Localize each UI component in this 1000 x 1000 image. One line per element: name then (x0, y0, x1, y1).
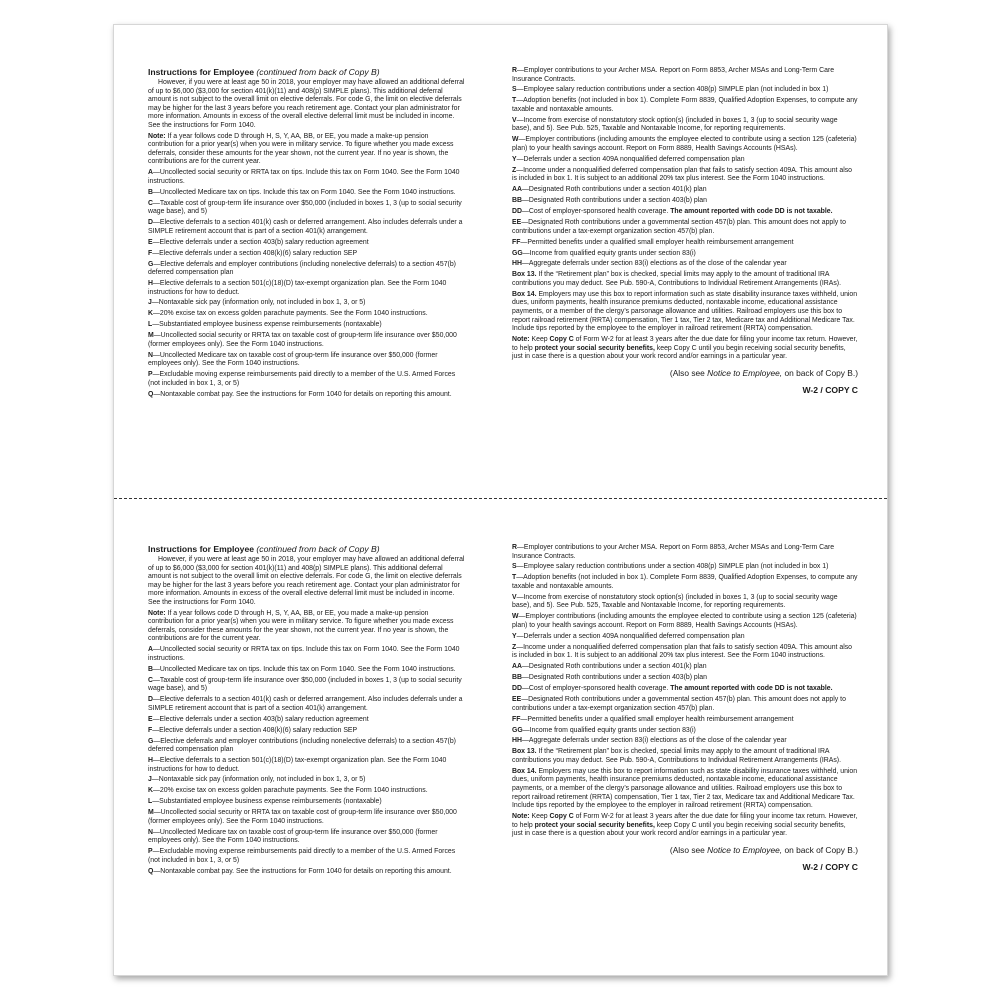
code-letter: Y (512, 155, 517, 163)
code-description: Employee salary reduction contributions under a section 408(p) SIMPLE plan (not included in box 1) (523, 86, 829, 94)
code-letter: S (512, 563, 517, 571)
code-letter: FF (512, 715, 521, 723)
code-item-gg: GG—Income from qualified equity grants under section 83(i) (512, 726, 696, 734)
code-letter: M (148, 809, 154, 817)
code-description: Substantiated employee business expense reimbursements (nontaxable) (159, 798, 382, 806)
code-item-w: W—Employer contributions (including amounts the employee elected to contribute using a section 125 (cafeteria) plan) to your health savings account. Report on Form 8889, Health Savings Accounts (HSAs). (512, 613, 857, 629)
code-letter: J (148, 776, 152, 784)
code-letter: S (512, 86, 517, 94)
code-item-bb: BB—Designated Roth contributions under a section 403(b) plan (512, 197, 707, 205)
code-letter: R (512, 544, 517, 551)
intro-paragraph: However, if you were at least age 50 in 2018, your employer may have allowed an additional deferral of up to $6,000 ($3,000 for section 401(k)(11) and 408(p) SIMPLE plans). This additional deferral amount is not subject to the overall limit on elective deferrals. For code G, the limit on elective deferrals may be higher for the last 3 years before you reach retirement age. Contact your plan administrator for more information. Amounts in excess of the overall elective deferral limit must be included in income. See the instructions for Form 1040. (148, 556, 465, 606)
code-item-q: Q—Nontaxable combat pay. See the instructions for Form 1040 for details on reporting this amount. (148, 867, 452, 875)
code-item-r: R—Employer contributions to your Archer MSA. Report on Form 8853, Archer MSAs and Long-Term Care Insurance Contracts. (512, 544, 835, 560)
code-item-ee: EE—Designated Roth contributions under a governmental section 457(b) plan. This amount does not apply to contributions under a tax-exempt organization section 457(b) plan. (512, 219, 846, 235)
form-copy-label: W-2 / COPY C (802, 861, 858, 872)
code-letter: GG (512, 726, 523, 734)
code-item-c: C—Taxable cost of group-term life insurance over $50,000 (included in boxes 1, 3 (up to social security wage base), and 5) (148, 199, 462, 216)
code-letter: E (148, 238, 153, 246)
code-item-s: S—Employee salary reduction contributions under a section 408(p) SIMPLE plan (not included in box 1) (512, 86, 829, 94)
code-description: Employer contributions (including amounts the employee elected to contribute using a section 125 (cafeteria) plan) to your health savings account. Report on Form 8889, Health Savings Accounts (HSAs). (512, 136, 857, 152)
code-description: Cost of employer-sponsored health coverage. (528, 208, 669, 216)
code-description: Designated Roth contributions under a governmental section 457(b) plan. This amount does not apply to contributions under a tax-exempt organization section 457(b) plan. (512, 696, 846, 712)
code-description: Adoption benefits (not included in box 1). Complete Form 8839, Qualified Adoption Expenses, to compute any taxable and nontaxable amounts. (512, 97, 858, 113)
code-item-d: D—Elective deferrals to a section 401(k) cash or deferred arrangement. Also includes deferrals under a SIMPLE retirement account that is part of a section 401(k) arrangement. (148, 696, 463, 712)
code-description: Elective deferrals under a section 408(k)(6) salary reduction SEP (159, 726, 358, 734)
code-description: Designated Roth contributions under a section 403(b) plan (528, 197, 707, 205)
code-item-h: H—Elective deferrals to a section 501(c)(18)(D) tax-exempt organization plan. See the Form 1040 instructions for how to deduct. (148, 757, 447, 773)
code-letter: B (148, 188, 153, 196)
code-letter: E (148, 715, 153, 723)
code-item-dd: DD—Cost of employer-sponsored health coverage. The amount reported with code DD is not taxable. (512, 208, 833, 216)
copy-c-note: Note: Keep Copy C of Form W-2 for at least 3 years after the due date for filing your income tax return. However, to help protect your social security benefits, keep Copy C until you begin receiving social security benefits, just in case there is a question about your work record and/or earnings in a particular year. (512, 336, 858, 361)
code-letter: HH (512, 260, 522, 268)
code-item-gg: GG—Income from qualified equity grants under section 83(i) (512, 249, 696, 257)
code-letter: G (148, 260, 154, 268)
code-description: Elective deferrals under a section 403(b) salary reduction agreement (159, 715, 369, 723)
code-item-bb: BB—Designated Roth contributions under a section 403(b) plan (512, 674, 707, 682)
code-letter: C (148, 676, 153, 684)
code-item-a: A—Uncollected social security or RRTA tax on tips. Include this tax on Form 1040. See the Form 1040 instructions. (148, 646, 460, 662)
code-item-t: T—Adoption benefits (not included in box 1). Complete Form 8839, Qualified Adoption Expenses, to compute any taxable and nontaxable amounts. (512, 97, 858, 113)
code-letter: D (148, 219, 153, 227)
code-item-hh: HH—Aggregate deferrals under section 83(i) elections as of the close of the calendar year (512, 737, 787, 745)
code-item-ff: FF—Permitted benefits under a qualified small employer health reimbursement arrangement (512, 715, 794, 723)
code-item-l: L—Substantiated employee business expense reimbursements (nontaxable) (148, 798, 382, 806)
code-letter: W (512, 136, 519, 144)
code-item-t: T—Adoption benefits (not included in box 1). Complete Form 8839, Qualified Adoption Expenses, to compute any taxable and nontaxable amounts. (512, 574, 858, 590)
code-description: Elective deferrals under a section 408(k)(6) salary reduction SEP (159, 249, 358, 257)
code-letter: L (148, 321, 153, 329)
code-letter: Z (512, 166, 517, 174)
code-letter: F (148, 726, 153, 734)
code-letter: P (148, 371, 153, 379)
code-description: Deferrals under a section 409A nonqualified deferred compensation plan (523, 155, 745, 163)
intro-paragraph: However, if you were at least age 50 in 2018, your employer may have allowed an additional deferral of up to $6,000 ($3,000 for section 401(k)(11) and 408(p) SIMPLE plans). This additional deferral amount is not subject to the overall limit on elective deferrals. For code G, the limit on elective deferrals may be higher for the last 3 years before you reach retirement age. Contact your plan administrator for more information. Amounts in excess of the overall elective deferral limit must be included in income. See the instructions for Form 1040. (148, 79, 465, 129)
code-description: Substantiated employee business expense reimbursements (nontaxable) (159, 321, 382, 329)
code-letter: GG (512, 249, 523, 257)
form-copy-label: W-2 / COPY C (802, 384, 858, 395)
code-item-v: V—Income from exercise of nonstatutory stock option(s) (included in boxes 1, 3 (up to social security wage base), and 5). See Pub. 525, Taxable and Nontaxable Income, for reporting requirements. (512, 593, 838, 610)
code-letter: HH (512, 737, 522, 745)
instructions-copy (114, 25, 887, 475)
left-code-list (148, 169, 466, 399)
code-description: Designated Roth contributions under a section 401(k) plan (528, 663, 707, 671)
code-letter: N (148, 828, 153, 836)
code-description: Uncollected Medicare tax on taxable cost of group-term life insurance over $50,000 (former employees only). See the Form 1040 instructions. (148, 828, 438, 845)
code-letter: H (148, 280, 153, 287)
code-item-f: F—Elective deferrals under a section 408(k)(6) salary reduction SEP (148, 726, 358, 734)
code-item-l: L—Substantiated employee business expense reimbursements (nontaxable) (148, 321, 382, 329)
code-item-aa: AA—Designated Roth contributions under a section 401(k) plan (512, 663, 707, 671)
code-letter: BB (512, 674, 522, 682)
code-description: Elective deferrals to a section 501(c)(18)(D) tax-exempt organization plan. See the Form 1040 instructions for how to deduct. (148, 757, 447, 773)
code-letter: EE (512, 219, 522, 227)
code-item-z: Z—Income under a nonqualified deferred compensation plan that fails to satisfy section 409A. This amount also is included in box 1. It is subject to an additional 20% tax plus interest. See the Form 1040 instructions. (512, 166, 853, 183)
code-item-m: M—Uncollected social security or RRTA tax on taxable cost of group-term life insurance over $50,000 (former employees only). See the Form 1040 instructions. (148, 809, 457, 825)
code-letter: AA (512, 186, 522, 194)
code-letter: AA (512, 663, 522, 671)
code-letter: W (512, 613, 519, 621)
code-description: Excludable moving expense reimbursements paid directly to a member of the U.S. Armed Forces (not included in box 1, 3, or 5) (148, 371, 456, 387)
code-description: 20% excise tax on excess golden parachute payments. See the Form 1040 instructions. (159, 310, 428, 318)
code-item-b: B—Uncollected Medicare tax on tips. Include this tax on Form 1040. See the Form 1040 instructions. (148, 665, 456, 673)
code-letter: Q (148, 390, 154, 398)
code-description: Deferrals under a section 409A nonqualified deferred compensation plan (523, 632, 745, 640)
code-item-e: E—Elective deferrals under a section 403(b) salary reduction agreement (148, 715, 369, 723)
code-description: Employer contributions to your Archer MSA. Report on Form 8853, Archer MSAs and Long-Term Care Insurance Contracts. (512, 544, 835, 560)
code-description: Uncollected Medicare tax on tips. Include this tax on Form 1040. See the Form 1040 instructions. (159, 665, 456, 673)
code-letter: M (148, 332, 154, 340)
code-letter: Q (148, 867, 154, 875)
code-description: Uncollected Medicare tax on tips. Include this tax on Form 1040. See the Form 1040 instructions. (159, 188, 456, 196)
code-item-k: K—20% excise tax on excess golden parachute payments. See the Form 1040 instructions. (148, 787, 428, 795)
code-item-j: J—Nontaxable sick pay (information only, not included in box 1, 3, or 5) (148, 299, 366, 307)
code-item-b: B—Uncollected Medicare tax on tips. Include this tax on Form 1040. See the Form 1040 instructions. (148, 188, 456, 196)
code-letter: T (512, 97, 517, 105)
code-description: Income from exercise of nonstatutory stock option(s) (included in boxes 1, 3 (up to social security wage base), and 5). See Pub. 525, Taxable and Nontaxable Income, for reporting requirements. (512, 593, 838, 610)
code-item-g: G—Elective deferrals and employer contributions (including nonelective deferrals) to a section 457(b) deferred compensation plan (148, 260, 456, 277)
code-description: Nontaxable sick pay (information only, not included in box 1, 3, or 5) (158, 776, 366, 784)
left-code-list (148, 646, 466, 876)
code-letter: EE (512, 696, 522, 704)
code-letter: K (148, 787, 153, 795)
also-see-note: (Also see Notice to Employee, on back of Copy B.) (669, 844, 858, 855)
code-description: Nontaxable combat pay. See the instructions for Form 1040 for details on reporting this amount. (160, 390, 452, 398)
instructions-heading: Instructions for Employee (continued from back of Copy B) (148, 67, 380, 77)
code-bold-note: The amount reported with code DD is not taxable. (670, 685, 833, 693)
perforation-cut-line (114, 498, 887, 499)
left-column (148, 544, 466, 879)
code-letter: F (148, 249, 153, 257)
code-item-k: K—20% excise tax on excess golden parachute payments. See the Form 1040 instructions. (148, 310, 428, 318)
code-letter: J (148, 299, 152, 307)
code-description: Income from qualified equity grants under section 83(i) (529, 249, 696, 257)
code-description: Income from qualified equity grants under section 83(i) (529, 726, 696, 734)
code-letter: L (148, 798, 153, 806)
code-description: Designated Roth contributions under a section 403(b) plan (528, 674, 707, 682)
code-description: Income under a nonqualified deferred compensation plan that fails to satisfy section 409A. This amount also is included in box 1. It is subject to an additional 20% tax plus interest. See the Form 1040 instructions. (512, 643, 853, 660)
code-item-j: J—Nontaxable sick pay (information only, not included in box 1, 3, or 5) (148, 776, 366, 784)
code-description: Elective deferrals and employer contributions (including nonelective deferrals) to a section 457(b) deferred compensation plan (148, 737, 456, 754)
code-bold-note: The amount reported with code DD is not taxable. (670, 208, 833, 216)
instructions-copy (114, 502, 887, 952)
code-item-m: M—Uncollected social security or RRTA tax on taxable cost of group-term life insurance over $50,000 (former employees only). See the Form 1040 instructions. (148, 332, 457, 348)
code-description: Employer contributions (including amounts the employee elected to contribute using a section 125 (cafeteria) plan) to your health savings account. Report on Form 8889, Health Savings Accounts (HSAs). (512, 613, 857, 629)
code-item-aa: AA—Designated Roth contributions under a section 401(k) plan (512, 186, 707, 194)
code-description: Income from exercise of nonstatutory stock option(s) (included in boxes 1, 3 (up to social security wage base), and 5). See Pub. 525, Taxable and Nontaxable Income, for reporting requirements. (512, 116, 838, 133)
code-item-q: Q—Nontaxable combat pay. See the instructions for Form 1040 for details on reporting this amount. (148, 390, 452, 398)
copy-c-note: Note: Keep Copy C of Form W-2 for at least 3 years after the due date for filing your income tax return. However, to help protect your social security benefits, keep Copy C until you begin receiving social security benefits, just in case there is a question about your work record and/or earnings in a particular year. (512, 813, 858, 838)
code-letter: B (148, 665, 153, 673)
right-column (512, 544, 858, 875)
code-description: Elective deferrals to a section 501(c)(18)(D) tax-exempt organization plan. See the Form 1040 instructions for how to deduct. (148, 280, 447, 296)
also-see-note: (Also see Notice to Employee, on back of Copy B.) (669, 367, 858, 378)
code-description: Taxable cost of group-term life insurance over $50,000 (included in boxes 1, 3 (up to social security wage base), and 5) (148, 199, 462, 216)
code-description: Adoption benefits (not included in box 1). Complete Form 8839, Qualified Adoption Expenses, to compute any taxable and nontaxable amounts. (512, 574, 858, 590)
code-letter: DD (512, 685, 522, 693)
code-item-hh: HH—Aggregate deferrals under section 83(i) elections as of the close of the calendar year (512, 260, 787, 268)
code-item-f: F—Elective deferrals under a section 408(k)(6) salary reduction SEP (148, 249, 358, 257)
code-item-n: N—Uncollected Medicare tax on taxable cost of group-term life insurance over $50,000 (former employees only). See the Form 1040 instructions. (148, 351, 438, 368)
code-item-v: V—Income from exercise of nonstatutory stock option(s) (included in boxes 1, 3 (up to social security wage base), and 5). See Pub. 525, Taxable and Nontaxable Income, for reporting requirements. (512, 116, 838, 133)
code-description: Aggregate deferrals under section 83(i) elections as of the close of the calendar year (528, 737, 787, 745)
code-letter: K (148, 310, 153, 318)
code-letter: D (148, 696, 153, 704)
code-item-c: C—Taxable cost of group-term life insurance over $50,000 (included in boxes 1, 3 (up to social security wage base), and 5) (148, 676, 462, 693)
code-description: Cost of employer-sponsored health coverage. (528, 685, 669, 693)
code-letter: C (148, 199, 153, 207)
code-item-p: P—Excludable moving expense reimbursements paid directly to a member of the U.S. Armed Forces (not included in box 1, 3, or 5) (148, 371, 456, 387)
year-note: Note: If a year follows code D through H, S, Y, AA, BB, or EE, you made a make-up pension contribution for a prior year(s) when you were in military service. To figure whether you made excess deferrals, consider these amounts for the year shown, not the current year. If no year is shown, the contributions are for the current year. (148, 132, 454, 166)
code-description: Designated Roth contributions under a governmental section 457(b) plan. This amount does not apply to contributions under a tax-exempt organization section 457(b) plan. (512, 219, 846, 235)
code-description: Employer contributions to your Archer MSA. Report on Form 8853, Archer MSAs and Long-Term Care Insurance Contracts. (512, 67, 835, 83)
code-item-y: Y—Deferrals under a section 409A nonqualified deferred compensation plan (512, 632, 745, 640)
code-letter: P (148, 848, 153, 856)
box14-paragraph: Box 14. Employers may use this box to report information such as state disability insurance taxes withheld, union dues, uniform payments, health insurance premiums deducted, nontaxable income, educational assistance payments, or a member of the clergy’s parsonage allowance and utilities. Railroad employers use this box to report railroad retirement (RRTA) compensation, Tier 1 tax, Tier 2 tax, Medicare tax and Additional Medicare Tax. Include tips reported by the employee to the employer in railroad retirement (RRTA) compensation. (512, 290, 858, 333)
code-letter: A (148, 169, 153, 177)
code-description: Excludable moving expense reimbursements paid directly to a member of the U.S. Armed Forces (not included in box 1, 3, or 5) (148, 848, 456, 864)
code-item-ee: EE—Designated Roth contributions under a governmental section 457(b) plan. This amount does not apply to contributions under a tax-exempt organization section 457(b) plan. (512, 696, 846, 712)
code-item-y: Y—Deferrals under a section 409A nonqualified deferred compensation plan (512, 155, 745, 163)
code-description: Taxable cost of group-term life insurance over $50,000 (included in boxes 1, 3 (up to social security wage base), and 5) (148, 676, 462, 693)
left-column (148, 67, 466, 402)
code-description: Uncollected social security or RRTA tax on tips. Include this tax on Form 1040. See the Form 1040 instructions. (148, 169, 460, 185)
code-description: Elective deferrals to a section 401(k) cash or deferred arrangement. Also includes deferrals under a SIMPLE retirement account that is part of a section 401(k) arrangement. (148, 696, 463, 712)
code-item-e: E—Elective deferrals under a section 403(b) salary reduction agreement (148, 238, 369, 246)
box13-paragraph: Box 13. If the “Retirement plan” box is checked, special limits may apply to the amount of traditional IRA contributions you may deduct. See Pub. 590-A, Contributions to Individual Retirement Arrangements (IRAs). (512, 748, 842, 764)
code-description: Permitted benefits under a qualified small employer health reimbursement arrangement (527, 715, 794, 723)
instructions-heading: Instructions for Employee (continued from back of Copy B) (148, 544, 380, 554)
code-letter: N (148, 351, 153, 359)
code-description: 20% excise tax on excess golden parachute payments. See the Form 1040 instructions. (159, 787, 428, 795)
code-item-h: H—Elective deferrals to a section 501(c)(18)(D) tax-exempt organization plan. See the Form 1040 instructions for how to deduct. (148, 280, 447, 296)
code-item-s: S—Employee salary reduction contributions under a section 408(p) SIMPLE plan (not included in box 1) (512, 563, 829, 571)
code-description: Uncollected social security or RRTA tax on tips. Include this tax on Form 1040. See the Form 1040 instructions. (148, 646, 460, 662)
code-item-z: Z—Income under a nonqualified deferred compensation plan that fails to satisfy section 409A. This amount also is included in box 1. It is subject to an additional 20% tax plus interest. See the Form 1040 instructions. (512, 643, 853, 660)
box14-paragraph: Box 14. Employers may use this box to report information such as state disability insurance taxes withheld, union dues, uniform payments, health insurance premiums deducted, nontaxable income, educational assistance payments, or a member of the clergy’s parsonage allowance and utilities. Railroad employers use this box to report railroad retirement (RRTA) compensation, Tier 1 tax, Tier 2 tax, Medicare tax and Additional Medicare Tax. Include tips reported by the employee to the employer in railroad retirement (RRTA) compensation. (512, 767, 858, 810)
code-letter: V (512, 593, 517, 601)
code-description: Designated Roth contributions under a section 401(k) plan (528, 186, 707, 194)
code-letter: FF (512, 238, 521, 246)
code-description: Employee salary reduction contributions under a section 408(p) SIMPLE plan (not included in box 1) (523, 563, 829, 571)
code-letter: R (512, 67, 517, 74)
code-description: Uncollected social security or RRTA tax on taxable cost of group-term life insurance over $50,000 (former employees only). See the Form 1040 instructions. (148, 809, 457, 825)
code-description: Uncollected Medicare tax on taxable cost of group-term life insurance over $50,000 (former employees only). See the Form 1040 instructions. (148, 351, 438, 368)
code-item-a: A—Uncollected social security or RRTA tax on tips. Include this tax on Form 1040. See the Form 1040 instructions. (148, 169, 460, 185)
form-sheet (113, 24, 888, 976)
code-item-ff: FF—Permitted benefits under a qualified small employer health reimbursement arrangement (512, 238, 794, 246)
code-letter: G (148, 737, 154, 745)
code-item-dd: DD—Cost of employer-sponsored health coverage. The amount reported with code DD is not taxable. (512, 685, 833, 693)
right-code-list (512, 67, 858, 269)
box13-paragraph: Box 13. If the “Retirement plan” box is checked, special limits may apply to the amount of traditional IRA contributions you may deduct. See Pub. 590-A, Contributions to Individual Retirement Arrangements (IRAs). (512, 271, 842, 287)
code-letter: A (148, 646, 153, 654)
right-column (512, 67, 858, 398)
code-letter: DD (512, 208, 522, 216)
code-item-n: N—Uncollected Medicare tax on taxable cost of group-term life insurance over $50,000 (former employees only). See the Form 1040 instructions. (148, 828, 438, 845)
code-letter: T (512, 574, 517, 582)
code-item-p: P—Excludable moving expense reimbursements paid directly to a member of the U.S. Armed Forces (not included in box 1, 3, or 5) (148, 848, 456, 864)
code-description: Uncollected social security or RRTA tax on taxable cost of group-term life insurance over $50,000 (former employees only). See the Form 1040 instructions. (148, 332, 457, 348)
code-letter: Z (512, 643, 517, 651)
code-description: Permitted benefits under a qualified small employer health reimbursement arrangement (527, 238, 794, 246)
code-item-r: R—Employer contributions to your Archer MSA. Report on Form 8853, Archer MSAs and Long-Term Care Insurance Contracts. (512, 67, 835, 83)
code-description: Income under a nonqualified deferred compensation plan that fails to satisfy section 409A. This amount also is included in box 1. It is subject to an additional 20% tax plus interest. See the Form 1040 instructions. (512, 166, 853, 183)
code-description: Elective deferrals under a section 403(b) salary reduction agreement (159, 238, 369, 246)
code-letter: BB (512, 197, 522, 205)
code-description: Elective deferrals to a section 401(k) cash or deferred arrangement. Also includes deferrals under a SIMPLE retirement account that is part of a section 401(k) arrangement. (148, 219, 463, 235)
code-item-g: G—Elective deferrals and employer contributions (including nonelective deferrals) to a section 457(b) deferred compensation plan (148, 737, 456, 754)
code-description: Nontaxable combat pay. See the instructions for Form 1040 for details on reporting this amount. (160, 867, 452, 875)
code-item-w: W—Employer contributions (including amounts the employee elected to contribute using a section 125 (cafeteria) plan) to your health savings account. Report on Form 8889, Health Savings Accounts (HSAs). (512, 136, 857, 152)
code-item-d: D—Elective deferrals to a section 401(k) cash or deferred arrangement. Also includes deferrals under a SIMPLE retirement account that is part of a section 401(k) arrangement. (148, 219, 463, 235)
code-letter: V (512, 116, 517, 124)
code-description: Aggregate deferrals under section 83(i) elections as of the close of the calendar year (528, 260, 787, 268)
code-description: Nontaxable sick pay (information only, not included in box 1, 3, or 5) (158, 299, 366, 307)
code-letter: Y (512, 632, 517, 640)
code-description: Elective deferrals and employer contributions (including nonelective deferrals) to a section 457(b) deferred compensation plan (148, 260, 456, 277)
right-code-list (512, 544, 858, 746)
year-note: Note: If a year follows code D through H, S, Y, AA, BB, or EE, you made a make-up pension contribution for a prior year(s) when you were in military service. To figure whether you made excess deferrals, consider these amounts for the year shown, not the current year. If no year is shown, the contributions are for the current year. (148, 609, 454, 643)
code-letter: H (148, 757, 153, 764)
